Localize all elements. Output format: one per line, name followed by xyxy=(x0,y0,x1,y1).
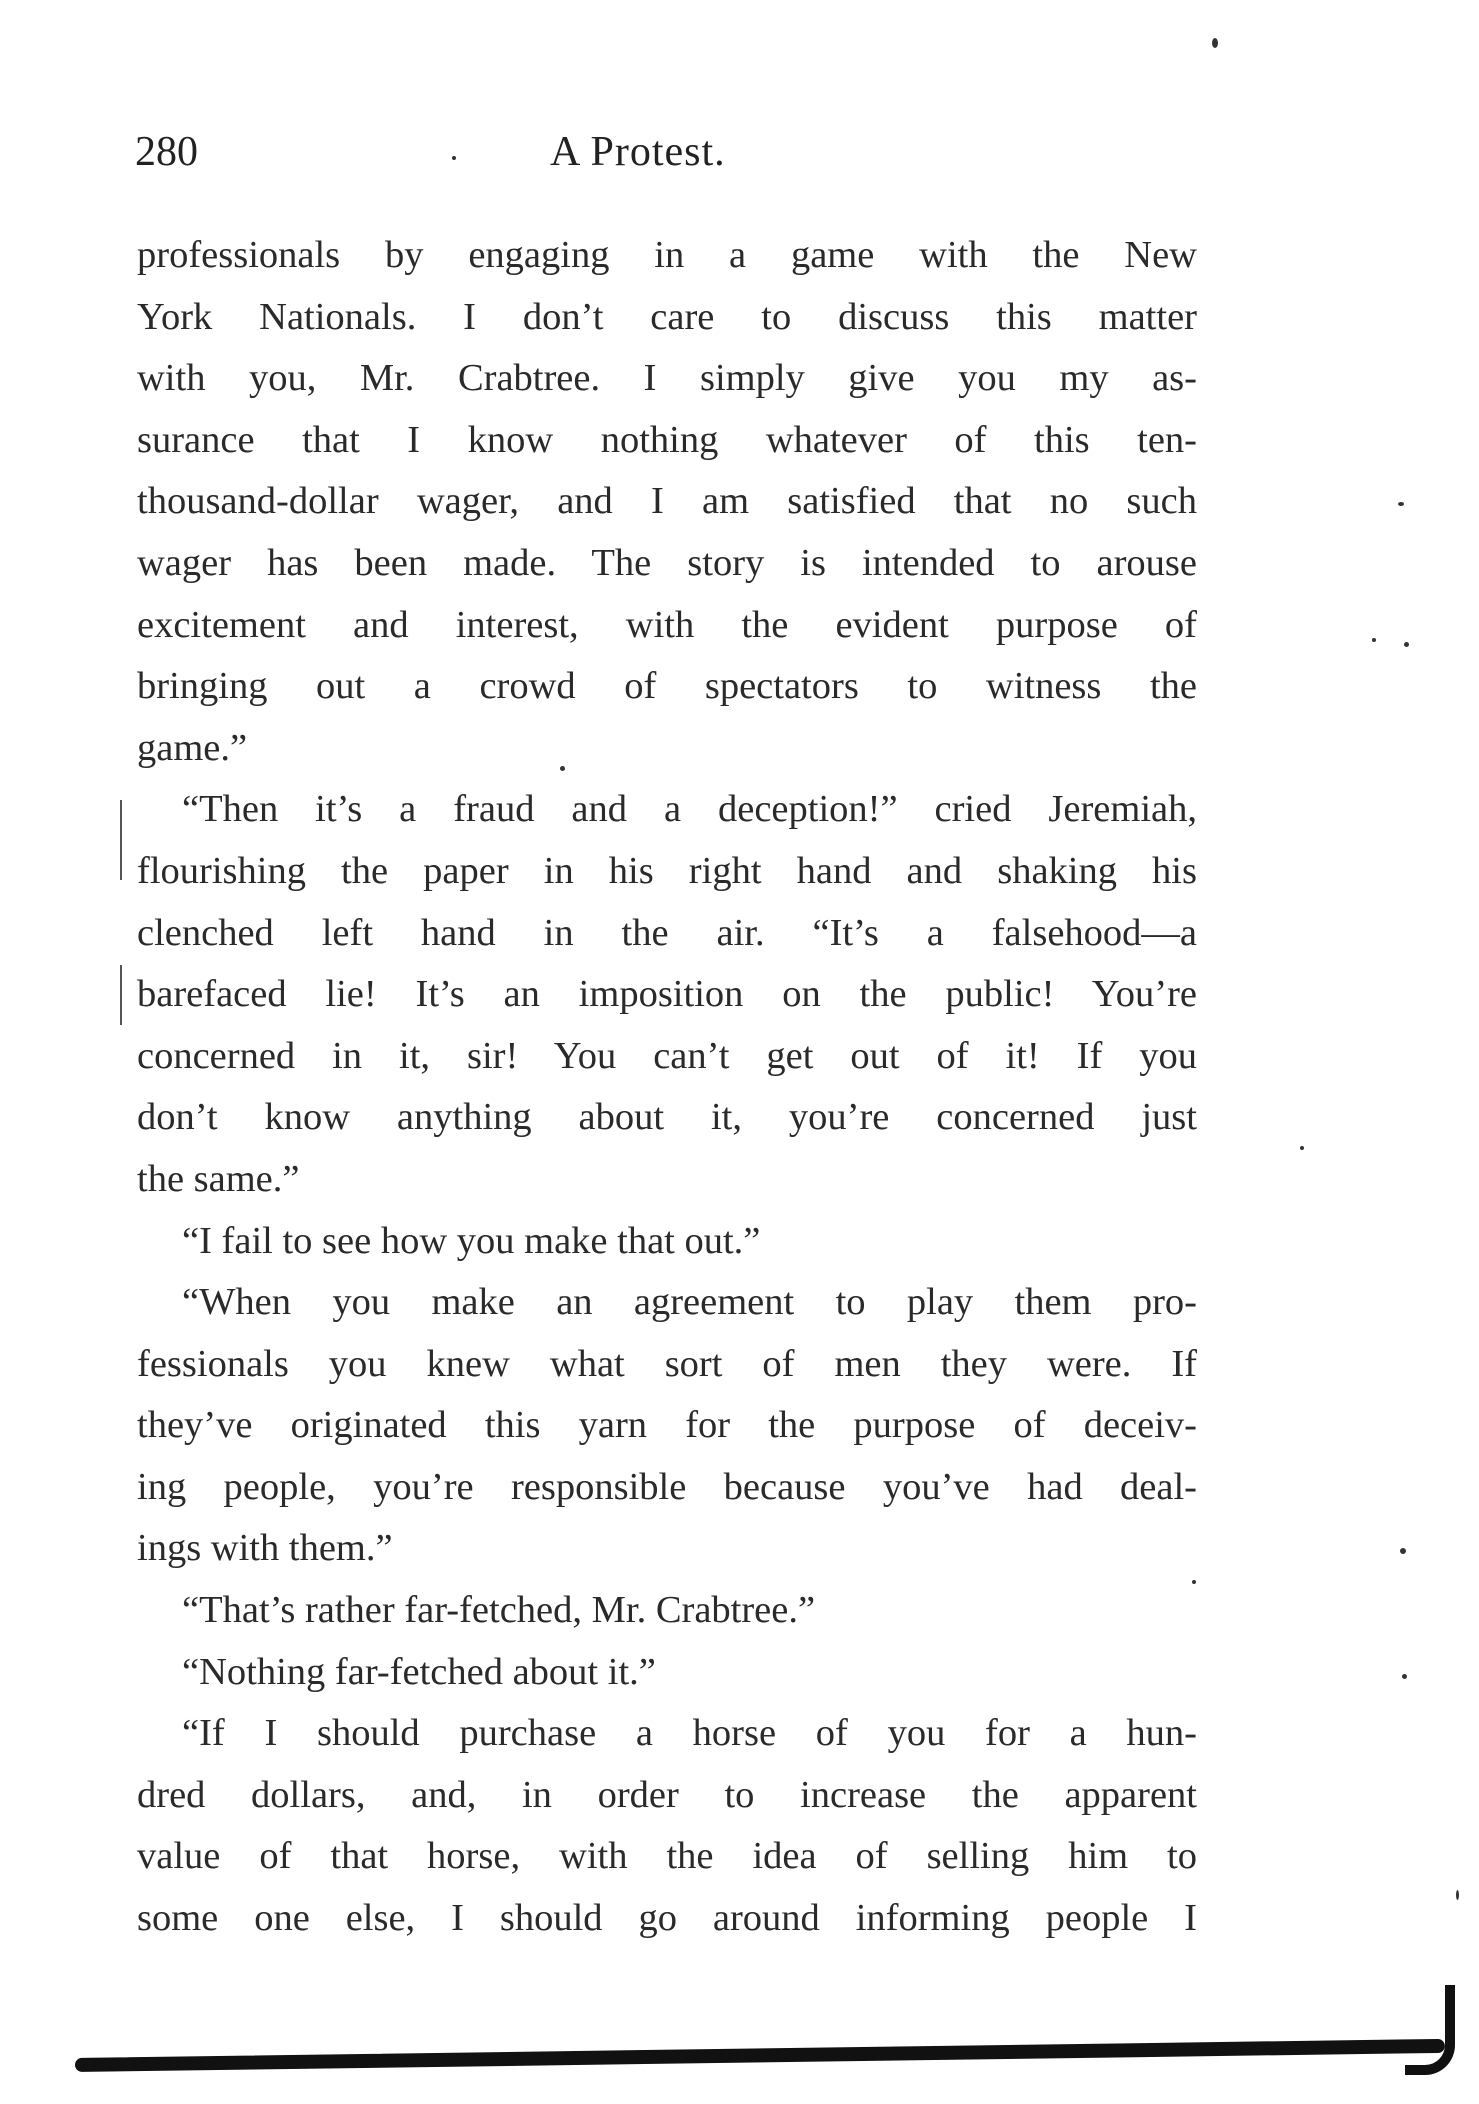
text-line: bringing out a crowd of spectators to witness the xyxy=(137,665,1197,708)
margin-mark xyxy=(120,965,122,1025)
text-line: dred dollars, and, in order to increase the apparent xyxy=(137,1773,1197,1816)
text-line: don’t know anything about it, you’re concerned just xyxy=(137,1096,1197,1139)
scan-speck xyxy=(1398,502,1404,506)
text-line: York Nationals. I don’t care to discuss this matter xyxy=(137,295,1197,338)
scan-speck xyxy=(1402,1674,1407,1679)
page-bottom-rule xyxy=(75,2039,1445,2072)
scan-speck xyxy=(1192,1580,1196,1584)
margin-mark xyxy=(120,800,122,880)
scan-speck xyxy=(560,766,565,771)
text-line: clenched left hand in the air. “It’s a falsehood—a xyxy=(137,911,1197,954)
text-line: game.” xyxy=(137,726,248,769)
scan-speck xyxy=(1372,638,1376,642)
scan-speck xyxy=(452,156,456,160)
text-line: some one else, I should go around informing people I xyxy=(137,1897,1197,1940)
text-line: the same.” xyxy=(137,1157,300,1200)
text-line: “Then it’s a fraud and a deception!” cried Jeremiah, xyxy=(182,788,1197,831)
text-line: with you, Mr. Crabtree. I simply give you my as- xyxy=(137,357,1197,400)
text-line: excitement and interest, with the evident purpose of xyxy=(137,603,1197,646)
text-line: concerned in it, sir! You can’t get out of it! If you xyxy=(137,1034,1197,1077)
text-line: they’ve originated this yarn for the purpose of deceiv- xyxy=(137,1404,1197,1447)
text-line: surance that I know nothing whatever of this ten- xyxy=(137,418,1197,461)
body-text xyxy=(137,225,1197,1950)
text-line: “If I should purchase a horse of you for a hun- xyxy=(182,1712,1197,1755)
scan-speck xyxy=(1400,1548,1406,1554)
text-line: fessionals you knew what sort of men they were. If xyxy=(137,1342,1197,1385)
text-line: “I fail to see how you make that out.” xyxy=(182,1219,761,1262)
text-line: ing people, you’re responsible because you’ve had deal- xyxy=(137,1465,1197,1508)
scan-speck xyxy=(1212,38,1218,48)
scan-speck xyxy=(1404,642,1409,647)
text-line: thousand-dollar wager, and I am satisfied that no such xyxy=(137,480,1197,523)
text-line: “That’s rather far-fetched, Mr. Crabtree.” xyxy=(182,1589,816,1632)
text-line: barefaced lie! It’s an imposition on the public! You’re xyxy=(137,973,1197,1016)
text-line: professionals by engaging in a game with the New xyxy=(137,234,1197,276)
running-title: A Protest. xyxy=(550,129,726,175)
text-line: wager has been made. The story is intended to arouse xyxy=(137,541,1197,584)
page-edge-curl xyxy=(1405,1985,1455,2075)
page-number: 280 xyxy=(135,129,198,175)
scan-speck xyxy=(1300,1146,1304,1150)
text-line: value of that horse, with the idea of selling him to xyxy=(137,1835,1197,1878)
text-line: “Nothing far-fetched about it.” xyxy=(182,1650,656,1693)
text-line: flourishing the paper in his right hand and shaking his xyxy=(137,849,1197,892)
page-header xyxy=(135,128,1190,198)
text-line: “When you make an agreement to play them pro- xyxy=(182,1281,1197,1324)
text-line: ings with them.” xyxy=(137,1527,393,1570)
scan-speck xyxy=(1456,1890,1459,1900)
